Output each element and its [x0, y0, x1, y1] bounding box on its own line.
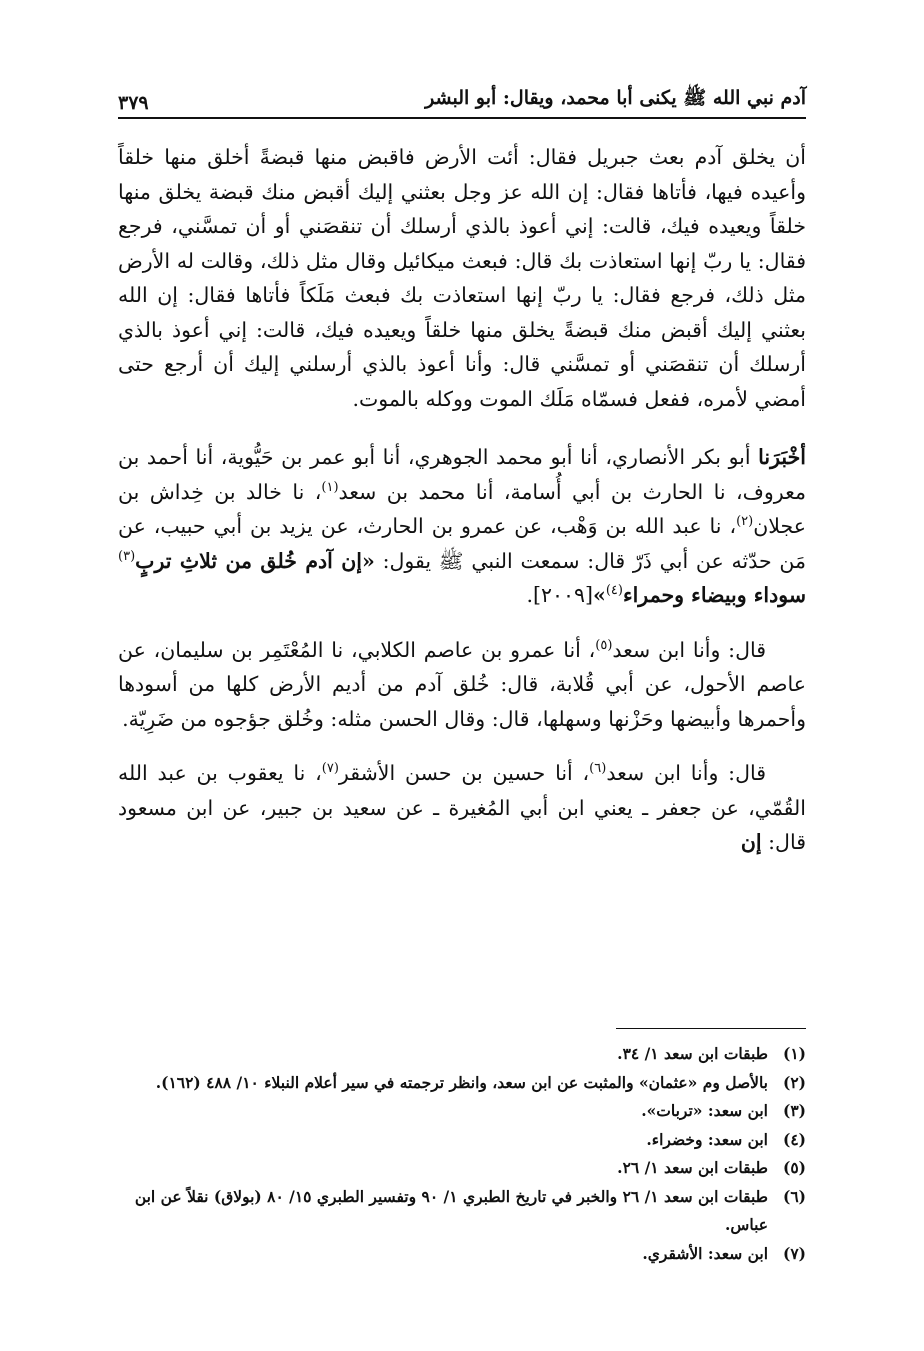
- footnote-rule: [616, 1028, 806, 1029]
- footnote-number: (٦): [782, 1186, 806, 1206]
- text-segment: ، أنا حسين بن حسن الأشقر: [338, 761, 590, 785]
- hadith-number: [٢٠٠٩].: [526, 583, 594, 607]
- paragraph-gap: [118, 416, 806, 440]
- footnote-ref[interactable]: (٢): [736, 514, 754, 530]
- footnote-ref[interactable]: (٤): [605, 583, 623, 599]
- footnote-2: [118, 1069, 806, 1098]
- paragraph-gap: [118, 613, 806, 633]
- footnote-number: (٣): [782, 1101, 806, 1120]
- footnote-ref[interactable]: (٧): [321, 761, 339, 777]
- footnote-text: طبقات ابن سعد ١/ ٢٦ والخبر في تاريخ الطبري ١/ ٩٠ وتفسير الطبري ١٥/ ٨٠ (بولاق) نقلاً عن ابن عباس.: [134, 1186, 768, 1234]
- hadith-quote-close: »: [593, 583, 606, 607]
- text-segment: أبو بكر الأنصاري، أنا أبو محمد الجوهري، أنا أبو عمر بن حَيُّوية، أنا أحمد بن معروف، نا الحارث بن أبي أُسامة، أنا محمد بن سعد: [118, 445, 806, 504]
- footnote-4: [118, 1126, 806, 1155]
- footnote-ref[interactable]: (٣): [118, 548, 136, 564]
- footnote-number: (٧): [782, 1243, 806, 1263]
- footnote-text: ابن سعد: وخضراء.: [646, 1129, 768, 1149]
- footnote-text: ابن سعد: «تربات».: [641, 1101, 768, 1120]
- text-segment: ، نا يعقوب بن عبد الله القُمّي، عن جعفر ـ يعني ابن أبي المُغيرة ـ عن سعيد بن جبير، عن ابن مسعود قال:: [118, 761, 806, 854]
- text-segment: قال: وأنا ابن سعد: [612, 637, 767, 662]
- text-segment: قال: وأنا ابن سعد: [606, 761, 767, 785]
- footnote-number: (٥): [782, 1158, 806, 1177]
- footnote-text: ابن سعد: الأشقري.: [642, 1243, 768, 1263]
- main-text: [118, 140, 806, 860]
- text-segment: ، نا عبد الله بن وَهْب، عن عمرو بن الحارث، عن يزيد بن أبي حبيب، عن مَن حدّثه عن أبي ذَرّ قال: سمعت النبي ﷺ يقول:: [118, 514, 806, 573]
- footnote-7: [118, 1240, 806, 1269]
- hadith-quote: «إن آدم خُلق من ثلاثِ تربٍ: [135, 548, 375, 573]
- footnote-text: بالأصل وم «عثمان» والمثبت عن ابن سعد، وانظر ترجمته في سير أعلام النبلاء ١٠/ ٤٨٨ (١٦٢).: [155, 1072, 768, 1092]
- text-segment: ، نا خالد بن خِداش بن عجلان: [118, 479, 806, 538]
- footnote-number: (٢): [782, 1072, 806, 1092]
- paragraph-4: [118, 756, 806, 860]
- paragraph-lead-word: أخْبَرَنا: [758, 445, 806, 469]
- page-number: ٣٧٩: [118, 92, 149, 114]
- paragraph-gap: [118, 736, 806, 756]
- paragraph-1: أن يخلق آدم بعث جبريل فقال: أئت الأرض فاقبض منها قبضةً أخلق منها خلقاً وأعيده فيها، فأتاها فقال: إن الله عز وجل بعثني إليك أقبض منك قبضة يخلق منها خلقاً ويعيده فيك، قالت: إني أعوذ بالذي أرسلك أن تنقصَني أو أن تمسَّني، فرجع فقال: يا ربّ إنها استعاذت بك قال: فبعث ميكائيل وقال مثل ذلك، وقالت له الأرض مثل ذلك، فرجع فقال: يا ربّ إنها استعاذت بك فبعث مَلَكاً فأتاها فقال: إن الله بعثني إليك أقبض منك قبضةً يخلق منها خلقاً ويعيده فيك، قالت: إني أعوذ بالذي أرسلك أن تنقصَني أو تمسَّني قال: وأنا أعوذ بالذي أرسلني إليك أن أرجع حتى أمضي لأمره، ففعل فسمّاه مَلَك الموت ووكله بالموت.: [118, 145, 806, 411]
- footnote-3: [118, 1097, 806, 1126]
- footnote-ref[interactable]: (٥): [595, 637, 613, 653]
- paragraph-3: [118, 633, 806, 737]
- footnote-6: [118, 1183, 806, 1240]
- text-segment-bold: إن: [740, 830, 762, 854]
- footnote-text: طبقات ابن سعد ١/ ٢٦.: [617, 1158, 768, 1177]
- hadith-quote: سوداء وبيضاء وحمراء: [622, 583, 806, 607]
- text-segment: ، أنا عمرو بن عاصم الكلابي، نا المُعْتَمِر بن سليمان، عن عاصم الأحول، عن أبي قُلابة، قال: خُلق آدم من أديم الأرض كلها من أسودها وأحمرها وأبيضها وحَزْنها وسهلها، قال: وقال الحسن مثله: وخُلق جؤجوه من ضَرِيّة.: [118, 637, 806, 731]
- footnote-5: [118, 1154, 806, 1183]
- footnotes: [118, 1040, 806, 1268]
- footnote-1: [118, 1040, 806, 1069]
- footnote-ref[interactable]: (١): [321, 479, 339, 495]
- footnote-ref[interactable]: (٦): [589, 761, 607, 777]
- header-title: آدم نبي الله ﷺ يكنى أبا محمد، ويقال: أبو البشر: [425, 87, 806, 109]
- running-header: [118, 78, 806, 114]
- header-rule: [118, 117, 806, 119]
- footnote-number: (٤): [782, 1129, 806, 1149]
- footnote-text: طبقات ابن سعد ١/ ٣٤.: [617, 1044, 768, 1063]
- paragraph-2: [118, 440, 806, 613]
- footnote-number: (١): [782, 1044, 806, 1063]
